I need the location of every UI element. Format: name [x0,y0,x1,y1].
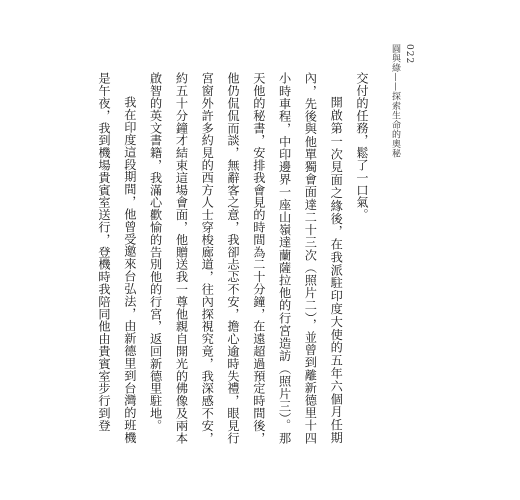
paragraph-3: 我在印度這段期間，他曾受邀來台弘法，由新德里到台灣的班機是午夜，我到機場貴賓室送行，登機時我陪同他由貴賓室步行到登 [97,72,137,444]
paragraph-1: 交付的任務，鬆了一口氣。 [355,72,369,221]
page-number: 022 [404,44,414,65]
running-title: 圓與綠——探索生命的奧秘 [390,44,400,158]
paragraph-2: 開啟第一次見面之緣後，在我派駐印度大使的五年六個月任期內，先後與他單獨會面達二十三次（照片二），並曾到離新德里十四小時車程，中印邊界一座山嶺達蘭薩拉他的行宮造訪（照片三）。那天他的秘書，安排我會見的時間為二十分鐘，在遠超過預定時間後，他仍侃侃而談，無辭客之意，我卻忐忑不安，擔心逾時失禮，眼見行宮窗外許多約見的西方人士穿梭廊道，往內探視究竟，我深感不安，約五十分鐘才結束這場會面，他贈送我一尊他親自開光的佛像及兩本啟智的英文書籍，我滿心歡愉的告別他的行宮，返回新德里駐地。 [148,72,344,444]
body-text [90,72,374,444]
